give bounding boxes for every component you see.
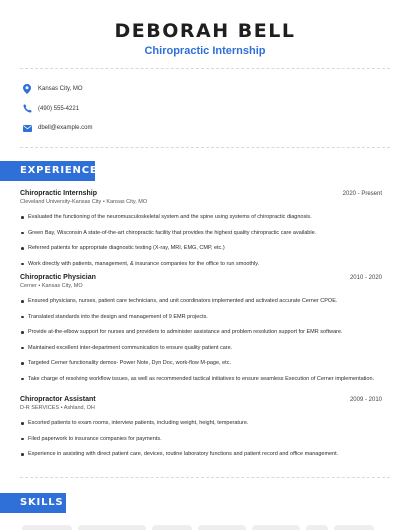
candidate-name: DEBORAH BELL xyxy=(114,20,296,42)
job-entry xyxy=(20,190,382,275)
job-bullet: Green Bay, Wisconsin A state-of-the-art chiropractic facility that provides the highest quality chiropractic care available. xyxy=(20,229,382,237)
job-bullet: Take charge of resolving workflow issues, as well as recommended tactical initiatives to ensure seamless Execution of Cerner implementation. xyxy=(20,375,382,383)
job-dates: 2010 - 2020 xyxy=(349,275,382,281)
job-bullet: Escorted patients to exam rooms, interview patients, including weight, height, temperature. xyxy=(20,419,382,427)
job-org: Cerner • Kansas City, MO xyxy=(20,283,83,289)
job-title: Chiropractor Assistant xyxy=(20,396,96,403)
skills-list xyxy=(22,525,374,530)
contact-divider xyxy=(20,147,390,148)
skills-heading: SKILLS xyxy=(0,493,66,513)
job-bullet: Ensured physicians, nurses, patient care technicians, and unit coordinators implemented and activated accurate Cerner CPOE. xyxy=(20,297,382,305)
job-entry xyxy=(20,396,382,466)
job-bullets xyxy=(20,419,382,458)
skill-pill xyxy=(152,525,192,530)
contact-location xyxy=(22,83,92,95)
job-org: Cleveland University-Kansas City • Kansas City, MO xyxy=(20,199,148,205)
job-location: Kansas City, MO xyxy=(106,199,148,205)
job-org-name: Cerner xyxy=(20,283,37,289)
skills-divider xyxy=(20,477,390,478)
contact-phone xyxy=(22,103,92,115)
contact-location-text: Kansas City, MO xyxy=(38,86,83,92)
contact-block xyxy=(22,83,92,142)
header-divider xyxy=(20,68,390,69)
job-title: Chiropractic Internship xyxy=(20,190,98,197)
job-org-name: Cleveland University-Kansas City xyxy=(20,199,102,205)
skill-pill xyxy=(22,525,72,530)
job-bullet: Referred patients for appropriate diagnostic testing (X-ray, MRI, EMG, CMP, etc.) xyxy=(20,244,382,252)
job-bullet: Targeted Cerner functionality demos- Power Note, Dyn Doc, work-flow M-page, etc. xyxy=(20,359,382,367)
job-bullet: Translated standards into the design and management of 9 EMR projects. xyxy=(20,313,382,321)
skill-pill xyxy=(252,525,300,530)
job-bullets xyxy=(20,297,382,383)
job-bullet: Maintained excellent inter-department communication to ensure quality patient care. xyxy=(20,344,382,352)
job-entry xyxy=(20,274,382,390)
candidate-role: Chiropractic Internship xyxy=(144,45,266,57)
contact-phone-text: (490) 555-4221 xyxy=(38,105,80,112)
location-pin-icon xyxy=(22,84,32,94)
job-bullets xyxy=(20,213,382,268)
job-org-name: D-R SERVICES xyxy=(20,405,60,411)
resume-header xyxy=(0,0,410,57)
skill-pill xyxy=(198,525,246,530)
job-location: Kansas City, MO xyxy=(41,283,83,289)
job-title: Chiropractic Physician xyxy=(20,274,96,281)
experience-heading: EXPERIENCE xyxy=(0,161,95,181)
job-bullet: Evaluated the functioning of the neuromusculoskeletal system and the spine using systems of chiropractic diagnosis. xyxy=(20,213,382,221)
job-bullet: Provide at-the-elbow support for nurses and providers to administer assistance and problem resolution support for EMR software. xyxy=(20,328,382,336)
job-org: D-R SERVICES • Ashland, OH xyxy=(20,405,95,411)
contact-email-text: dbell@example.com xyxy=(38,125,93,131)
job-bullet: Work directly with patients, management, & insurance companies for the office to run smoothly. xyxy=(20,260,382,268)
job-dates: 2009 - 2010 xyxy=(349,397,382,403)
job-dates: 2020 - Present xyxy=(342,191,382,197)
skill-pill xyxy=(334,525,374,530)
job-location: Ashland, OH xyxy=(63,405,95,411)
skill-pill xyxy=(306,525,328,530)
skill-pill xyxy=(78,525,146,530)
email-icon xyxy=(22,123,32,133)
job-bullet: Experience in assisting with direct patient care, devices, routine laboratory functions and patient record and office management. xyxy=(20,450,382,458)
contact-email xyxy=(22,122,92,134)
phone-icon xyxy=(22,104,32,114)
job-bullet: Filed paperwork to insurance companies for payments. xyxy=(20,435,382,443)
